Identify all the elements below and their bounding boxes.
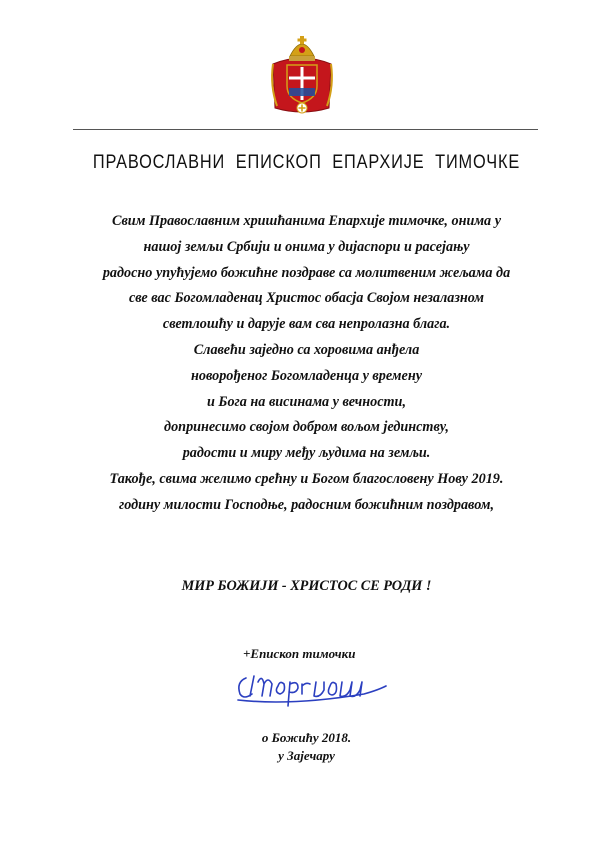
header-divider bbox=[73, 129, 538, 130]
place-line: у Зајечару bbox=[278, 748, 335, 763]
body-line: радосно упућујемо божићне поздраве са молитвеним жељама да bbox=[102, 264, 511, 281]
body-line: светлошћу и дарује вам сва непролазна блага. bbox=[162, 316, 451, 333]
signer-title: +Епископ тимочки bbox=[243, 646, 356, 661]
body-line: новорођеног Богомладенца у времену bbox=[190, 367, 423, 384]
signature-dateline bbox=[0, 729, 613, 765]
letter-body bbox=[40, 209, 573, 519]
body-line: Славећи заједно са хоровима анђела bbox=[193, 341, 420, 358]
body-line: Такође, свима желимо срећну и Богом благословену Нову 2019. bbox=[109, 470, 504, 487]
signature-icon bbox=[232, 660, 392, 708]
date-line: о Божићу 2018. bbox=[261, 730, 352, 745]
coat-of-arms-icon bbox=[267, 34, 337, 116]
body-line: годину милости Господње, радосним божићним поздравом, bbox=[118, 496, 495, 513]
body-line: радости и миру међу људима на земљи. bbox=[182, 445, 431, 462]
christmas-greeting: МИР БОЖИЈИ - ХРИСТОС СЕ РОДИ ! bbox=[181, 578, 432, 594]
body-line: нашој земљи Србији и онима у дијаспори и расејању bbox=[143, 238, 470, 255]
body-line: допринесимо својом добром вољом јединству, bbox=[164, 419, 449, 436]
body-line: и Бога на висинама у вечности, bbox=[207, 393, 406, 410]
body-line: све вас Богомладенац Христос обасја Својом незалазном bbox=[128, 290, 485, 307]
body-line: Свим Православним хришћанима Епархије тимочке, онима у bbox=[112, 213, 501, 229]
page-title: ПРАВОСЛАВНИ ЕПИСКОП ЕПАРХИЈЕ ТИМОЧКЕ bbox=[92, 152, 521, 173]
